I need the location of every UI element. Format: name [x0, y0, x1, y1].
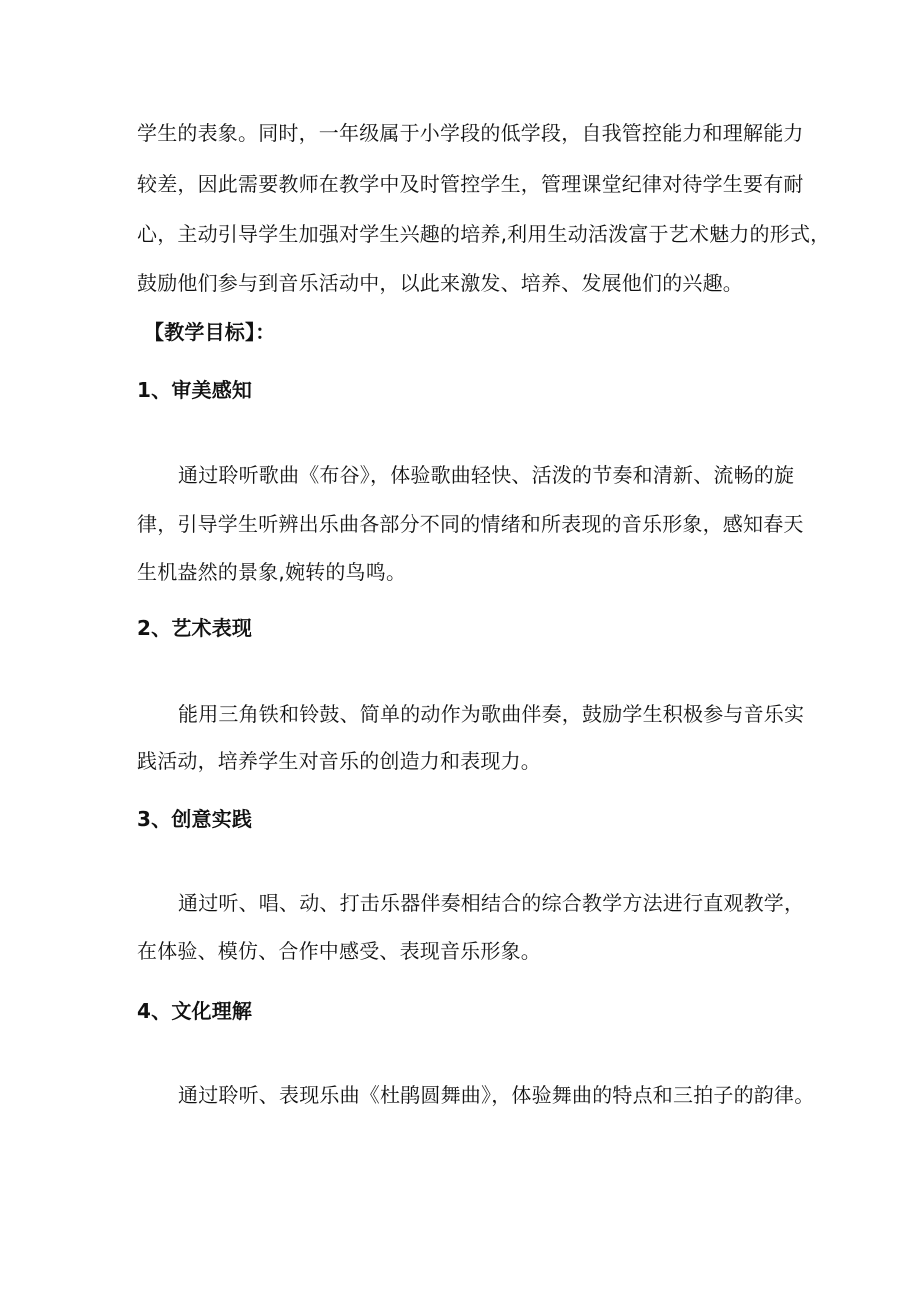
- intro-line-3: 心，主动引导学生加强对学生兴趣的培养,利用生动活泼富于艺术魅力的形式，: [137, 222, 831, 246]
- section-2-heading: 2、艺术表现: [137, 616, 253, 640]
- intro-line-4: 鼓励他们参与到音乐活动中，以此来激发、培养、发展他们的兴趣。: [137, 271, 743, 295]
- section-3-heading: 3、创意实践: [137, 807, 253, 831]
- section-2-line-2: 践活动，培养学生对音乐的创造力和表现力。: [137, 749, 541, 773]
- section-3-line-1: 通过听、唱、动、打击乐器伴奏相结合的综合教学方法进行直观教学，: [178, 891, 805, 915]
- section-4-line-1: 通过聆听、表现乐曲《杜鹃圆舞曲》，体验舞曲的特点和三拍子的韵律。: [178, 1083, 815, 1107]
- intro-line-2: 较差，因此需要教师在教学中及时管控学生，管理课堂纪律对待学生要有耐: [137, 172, 804, 196]
- section-3-line-2: 在体验、模仿、合作中感受、表现音乐形象。: [137, 939, 541, 963]
- section-1-line-1: 通过聆听歌曲《布谷》，体验歌曲轻快、活泼的节奏和清新、流畅的旋: [178, 463, 795, 487]
- section-1-heading: 1、审美感知: [137, 378, 253, 402]
- section-4-heading: 4、文化理解: [137, 999, 253, 1023]
- section-2-line-1: 能用三角铁和铃鼓、简单的动作为歌曲伴奏，鼓励学生积极参与音乐实: [178, 702, 805, 726]
- section-1-line-3: 生机盎然的景象,婉转的鸟鸣。: [137, 560, 407, 584]
- objectives-heading: 【教学目标】：: [144, 320, 276, 344]
- section-1-line-2: 律，引导学生听辨出乐曲各部分不同的情绪和所表现的音乐形象，感知春天: [137, 512, 804, 536]
- intro-line-1: 学生的表象。同时，一年级属于小学段的低学段，自我管控能力和理解能力: [137, 121, 804, 145]
